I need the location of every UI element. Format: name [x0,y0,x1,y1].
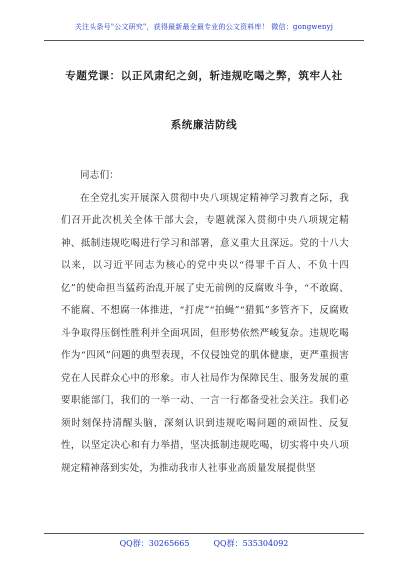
page-footer [44,538,364,549]
document-title-line-1: 专题党课：以正风肃纪之剑，斩违规吃喝之弊，筑牢人社 [65,70,343,82]
document-title-line-2: 系统廉洁防线 [170,119,238,131]
page-header-banner: 关注头条号"公文研究"，获得最新最全最专业的公文资料库！ 微信：gongwenyj [74,23,334,31]
footer-qq-group-1: QQ群：30265665 [119,539,190,548]
footer-divider [44,533,364,534]
salutation: 同志们： [80,170,120,181]
header-divider [44,40,364,41]
body-paragraph: 在全党扎实开展深入贯彻中央八项规定精神学习教育之际，我们召开此次机关全体干部大会，专题就深入贯彻中央八项规定精神、抵制违规吃喝进行学习和部署，意义重大且深远。党的十八大以来，以习近平同志为核心的党中央以“得罪千百人、不负十四亿”的使命担当猛药治乱开展了史无前例的反腐败斗争，“不敢腐、不能腐、不想腐一体推进，“打虎”“拍蝇”“猎狐”多管齐下，反腐败斗争取得压倒性胜利并全面巩固，但形势依然严峻复杂。违规吃喝作为“四风”问题的典型表现，不仅侵蚀党的肌体健康，更严重损害党在人民群众心中的形象。市人社局作为保障民生、服务发展的重要职能部门，我们的一举一动、一言一行都备受社会关注。我们必须时刻保持清醒头脑，深刻认识到违规吃喝问题的顽固性、反复性，以坚定决心和有力举措，坚决抵制违规吃喝，切实将中央八项规定精神落到实处，为推动我市人社事业高质量发展提供坚 [61,192,349,474]
footer-qq-group-2: QQ群：535304092 [213,539,289,548]
document-body [61,165,349,480]
